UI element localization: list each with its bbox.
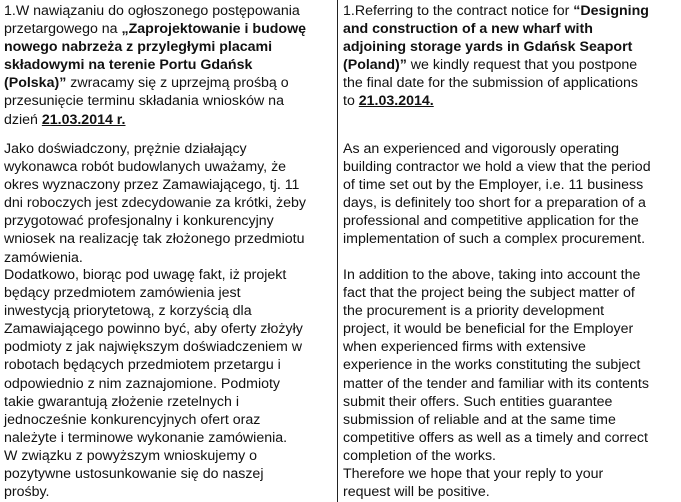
text-line: przygotować profesjonalny i konkurencyjny xyxy=(4,213,274,230)
text-line: Therefore we hope that your reply to your xyxy=(343,466,604,483)
text-line: competitive offers as well as a timely and correct xyxy=(343,429,648,446)
text-line: matter of the tender and familiar with its contents xyxy=(343,375,649,392)
english-request-paragraph xyxy=(343,2,679,111)
text-line: wniosek na realizację tak złożonego przedmiotu xyxy=(4,231,305,248)
text-line: to 21.03.2014. xyxy=(343,93,434,110)
text-line: 1.W nawiązaniu do ogłoszonego postępowania xyxy=(4,3,300,19)
text-line: implementation of such a complex procurement. xyxy=(343,231,646,248)
text-line: completion of the works. xyxy=(343,447,496,464)
text-line: adjoining storage yards in Gdańsk Seaport xyxy=(343,39,633,56)
text-line: podmioty z jak największym doświadczeniem w xyxy=(4,339,303,356)
deadline-date: 21.03.2014 r. xyxy=(41,111,126,128)
text-line: inwestycją priorytetową, z korzyścią dla xyxy=(4,303,252,320)
text-line: okres wyznaczony przez Zamawiającego, tj. 11 xyxy=(4,177,300,194)
text-line: (Poland)” we kindly request that you postpone xyxy=(343,57,638,74)
text-line: Jako doświadczony, prężnie działający xyxy=(4,141,247,157)
text-line: days, is definitely too short for a preparation of a xyxy=(343,195,646,212)
text-line: the final date for the submission of applications xyxy=(343,75,638,92)
english-additional-paragraph xyxy=(343,266,679,501)
text-line: (Polska)” zwracamy się z uprzejmą prośbą o xyxy=(4,75,289,92)
text-line: submission of reliable and at the same time xyxy=(343,411,616,428)
text-line: dni roboczych jest zdecydowanie za krótki, żeby xyxy=(4,195,307,212)
text-line: nowego nabrzeża z przyległymi placami xyxy=(4,39,273,56)
text-line: experience in the works constituting the subject xyxy=(343,357,641,374)
text-line: przesunięcie terminu składania wniosków na xyxy=(4,93,284,110)
text-line: Zamawiającego powinno być, aby oferty złożyły xyxy=(4,321,303,338)
text-line: and construction of a new wharf with xyxy=(343,21,593,38)
text-line: dzień 21.03.2014 r. xyxy=(4,111,126,128)
text-line: będący przedmiotem zamówienia jest xyxy=(4,285,241,302)
polish-justification-paragraph xyxy=(4,140,334,267)
text-line: odpowiednio z nim zaznajomione. Podmioty xyxy=(4,375,281,392)
text-line: Dodatkowo, biorąc pod uwagę fakt, iż projekt xyxy=(4,267,287,283)
polish-additional-paragraph xyxy=(4,266,334,501)
text-line: takie gwarantują złożenie rzetelnych i xyxy=(4,393,240,410)
text-line: fact that the project being the subject matter of xyxy=(343,285,635,302)
text-line: 1.Referring to the contract notice for “Designing xyxy=(343,3,649,19)
polish-request-paragraph xyxy=(4,2,334,129)
text-line: professional and competitive application for the xyxy=(343,213,639,230)
text-line: building contractor we hold a view that the period xyxy=(343,159,651,176)
text-line: należyte i terminowe wykonanie zamówienia. xyxy=(4,429,288,446)
text-line: zamówienia. xyxy=(4,249,83,266)
deadline-date: 21.03.2014. xyxy=(358,93,434,110)
text-line: pozytywne ustosunkowanie się do naszej xyxy=(4,466,264,483)
text-line: when experienced firms with extensive xyxy=(343,339,586,356)
text-line: przetargowego na „Zaprojektowanie i budowę xyxy=(4,21,306,38)
text-line: składowymi na terenie Portu Gdańsk xyxy=(4,57,253,74)
text-line: jednocześnie konkurencyjnych ofert oraz xyxy=(4,411,261,428)
text-line: of time set out by the Employer, i.e. 11 business xyxy=(343,177,644,194)
text-line: the procurement is a priority development xyxy=(343,303,605,320)
column-divider xyxy=(337,0,338,502)
english-justification-paragraph xyxy=(343,140,679,249)
text-line: prośby. xyxy=(4,484,50,501)
text-line: W związku z powyższym wnioskujemy o xyxy=(4,447,258,464)
text-line: As an experienced and vigorously operating xyxy=(343,141,620,157)
text-line: submit their offers. Such entities guarantee xyxy=(343,393,613,410)
text-line: In addition to the above, taking into account the xyxy=(343,267,641,283)
text-line: robotach będących przedmiotem przetargu i xyxy=(4,357,281,374)
text-line: wykonawca robót budowlanych uważamy, że xyxy=(4,159,287,176)
text-line: request will be positive. xyxy=(343,484,490,501)
text-line: project, it would be beneficial for the Employer xyxy=(343,321,634,338)
